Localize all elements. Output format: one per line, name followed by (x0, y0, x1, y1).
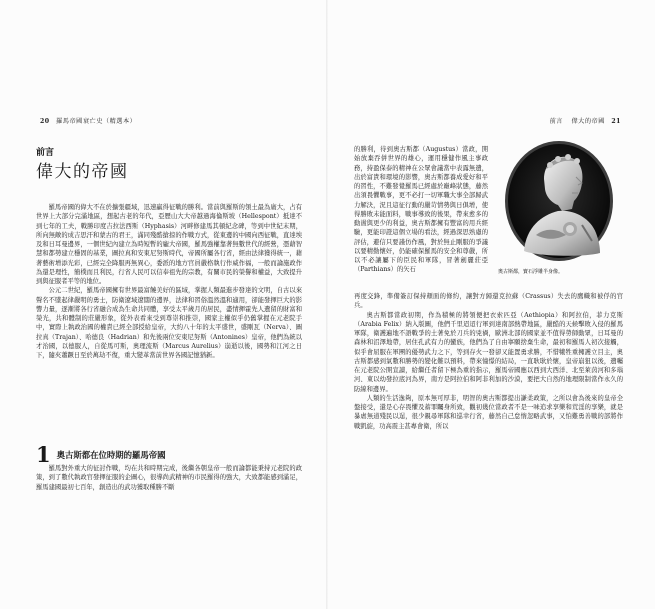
running-head-right (550, 116, 625, 125)
section-title: 奧古斯都在位時期的羅馬帝國 (56, 449, 166, 460)
figure-caption: 奧古斯都，寶石浮雕半身像。 (498, 269, 564, 275)
left-page (0, 0, 327, 609)
cameo-figure (496, 139, 623, 287)
paragraph: 的勝利，待到奧古斯都（Augustus）當政，開始放棄吞併世界的雄心，運用穩健作風主事政務，持盈保泰的精神在公眾會議當中表露無遺，出於富貴和環境的影響，奧古斯都養成愛好和平的習性，不難發覺羅馬已經處於巔峰狀態，藤然出須畏懼戰事，更不必打一切軍職大事全部歸武力解決，況且這征行動的嚴苛情勢與日俱增，使得勝敗未能面料，戰事導致的後果，帶來愈多的動盪與更少的利益，奧古斯都擁有豐富的用兵經驗，更能印證這個立場的看法，經過深思熟慮的評估，避信只要謹仿作風，對於無止剛服的爭議以要精勤懷奸，仍能確保羅馬的安全和尊嚴，所以不必讓屬下的臣民和軍隊，冒著劍麗莊亞（Parthians）的矢石 (354, 146, 488, 274)
paragraph: 羅馬帝國的偉大不在於擴張疆域，迅速贏得征戰的勝利。當前與羅斯的領土最為廣大，占有世界上大部分完滿地區，想起古老的年代，亞歷山大大帝越過海倫斯坡（Hellespont）抵達不到七年的工夫，戰勝印度吉拉法西斯（Hyphasis）河畔修建馬其頓紀念碑，等到中世紀末期，所向無敵的成吉思汗和蒙古的君王，滿同殘酷搶掠的作戰方式，從東邊的中國向西征戰，直達埃及和日耳曼邊界，一個世紀內建立為時短暫的龐大帝國，羅馬強權靠著無數世代的經營，憑藉智慧和都勢建立穩固的基業，圖拉真和安東尼努斯時代，帝國所屬各行省，經由法律獲得統一，藉著藝術增添光彩，已經完全降服再無異心，委派的地方官員嚴格執行作威作福，一般而論施政作為還是理性，簡樸而且利民，行省人民可以信奉祖先的宗教，有關市民的榮譽和權益，大致提升到與征服者平等的地位。 (36, 204, 302, 285)
paragraph: 人類的生活逸夠，原本無可厚非，明智的奧古斯都提出謙柔政策，之所以會為後來的皇帝全盤接受，還是心存畏懼及蓄罪矚身所致，觀初幾位當政者不是一味追求享樂和荒淫的享樂，就是暴虐無道殘民以逞，很少親尋軍隊和巡幸行省，藤然自己怠惰忽略武事，又怕難勇善戰的部將作戰凱旋，功高震主甚專會衛，所以 (354, 394, 623, 430)
page-number-left: 20 (40, 118, 50, 125)
section-text (36, 464, 302, 492)
running-section: 前言 (549, 118, 563, 125)
running-head-left (36, 116, 136, 125)
right-bottom-text (354, 292, 623, 431)
right-top-text (354, 145, 488, 275)
book-title: 羅馬帝國衰亡史（精選本） (56, 118, 137, 125)
page-number-right: 21 (611, 118, 621, 125)
chapter-label: 前言 (36, 148, 55, 158)
paragraph: 公元二世紀，羅馬帝國擁有世界最富饒美好的區域，掌握人類最進步發達的文明，自古以來聲名不墜起律嚴明的勇士，防衛遼域遼闊的邊界，法律和習俗溫然溫和適用，卻能發揮巨大的影響力量，逐漸將各行省融合成為生命共同體，享受太平歲月的居民，盡情揮霍先人遺留的財富和榮光，共和體制的莊嚴形象，從外表看來受到尊崇和推崇，國家主權似乎仍舊掌握在元老院手中，實際上執政治國的權責已經全部授給皇帝，大約八十年的太平盛世，盛剛瓦（Nerva）、圖拉真（Trajan）、哈德良（Hadrian）和先後兩位安東尼努斯（Antonines）皇帝，他們為統以才治國，以德服人，自從馬可斯，奧理流斯（Marcus Aurelius）崩逝以後，國勢和江河之日下，隨夾蕭蹶日至於萬劫不復，重大變革當前世界各國記憶猶新。 (36, 287, 302, 359)
running-chapter-title: 偉大的帝國 (571, 118, 605, 125)
paragraph: 再度交鋒，準備簽訂保持顏面的條約，讓對方歸還克拉蘇（Crassus）失去的鷹幟和被俘的官兵。 (354, 293, 623, 310)
intro-text (36, 203, 302, 360)
chapter-title: 偉大的帝國 (36, 162, 129, 182)
paragraph: 奧古斯都當政初期，作為積極的將領便把衣索匹亞（Aethiopia）和阿拉伯，菲力克斯（Arabia Felix）納入版圖，他們千里迢迢行軍到達南部熱帶地區，嚴酷的天候擊敗入侵的羅馬軍隊，衛護遍地不語戰爭的土著免於刀兵的兇禍，歐洲北部的國家並不值得勞師動眾，日耳曼的森林和沼澤地帶，居住孔武有力的蠻族，他們為了自由寧願捨棄生命，最初和羅馬人初次接觸，似乎會屈服在軍團的優勢武力之下，等到存火一發卻又能置勇求勝，不惜犧牲重擁護立目主，奧古斯都感到氣數和勝勢的變化難以預料，帶來憧憬的結局，一直耿耿於懷，皇帝崩狙以後，遺囑在元老院公開宣讀，給繼任者留下極為重的指示，羅馬帝國應以西到大西洋、北至萊茵河和多瑙河、東以幼發拉底河為界，南方是阿拉伯和阿非利加的沙漠，要把大自然的地理限制當作永久的防線和邊界。 (354, 311, 623, 393)
augustus-cameo-image (496, 139, 623, 267)
paragraph: 羅馬對外重大的征討作戰，均在共和時期完成，後繼各朝皇帝一般而論都能秉持元老院的政策，到了數代執政官發揮征服的企圖心，很導尚武精神的市民羅得的強大，大致都能感到滿足，羅馬建國最初七百年，創造出的武功獲取種勝不斷 (36, 465, 302, 491)
section-number: 1 (36, 442, 51, 467)
